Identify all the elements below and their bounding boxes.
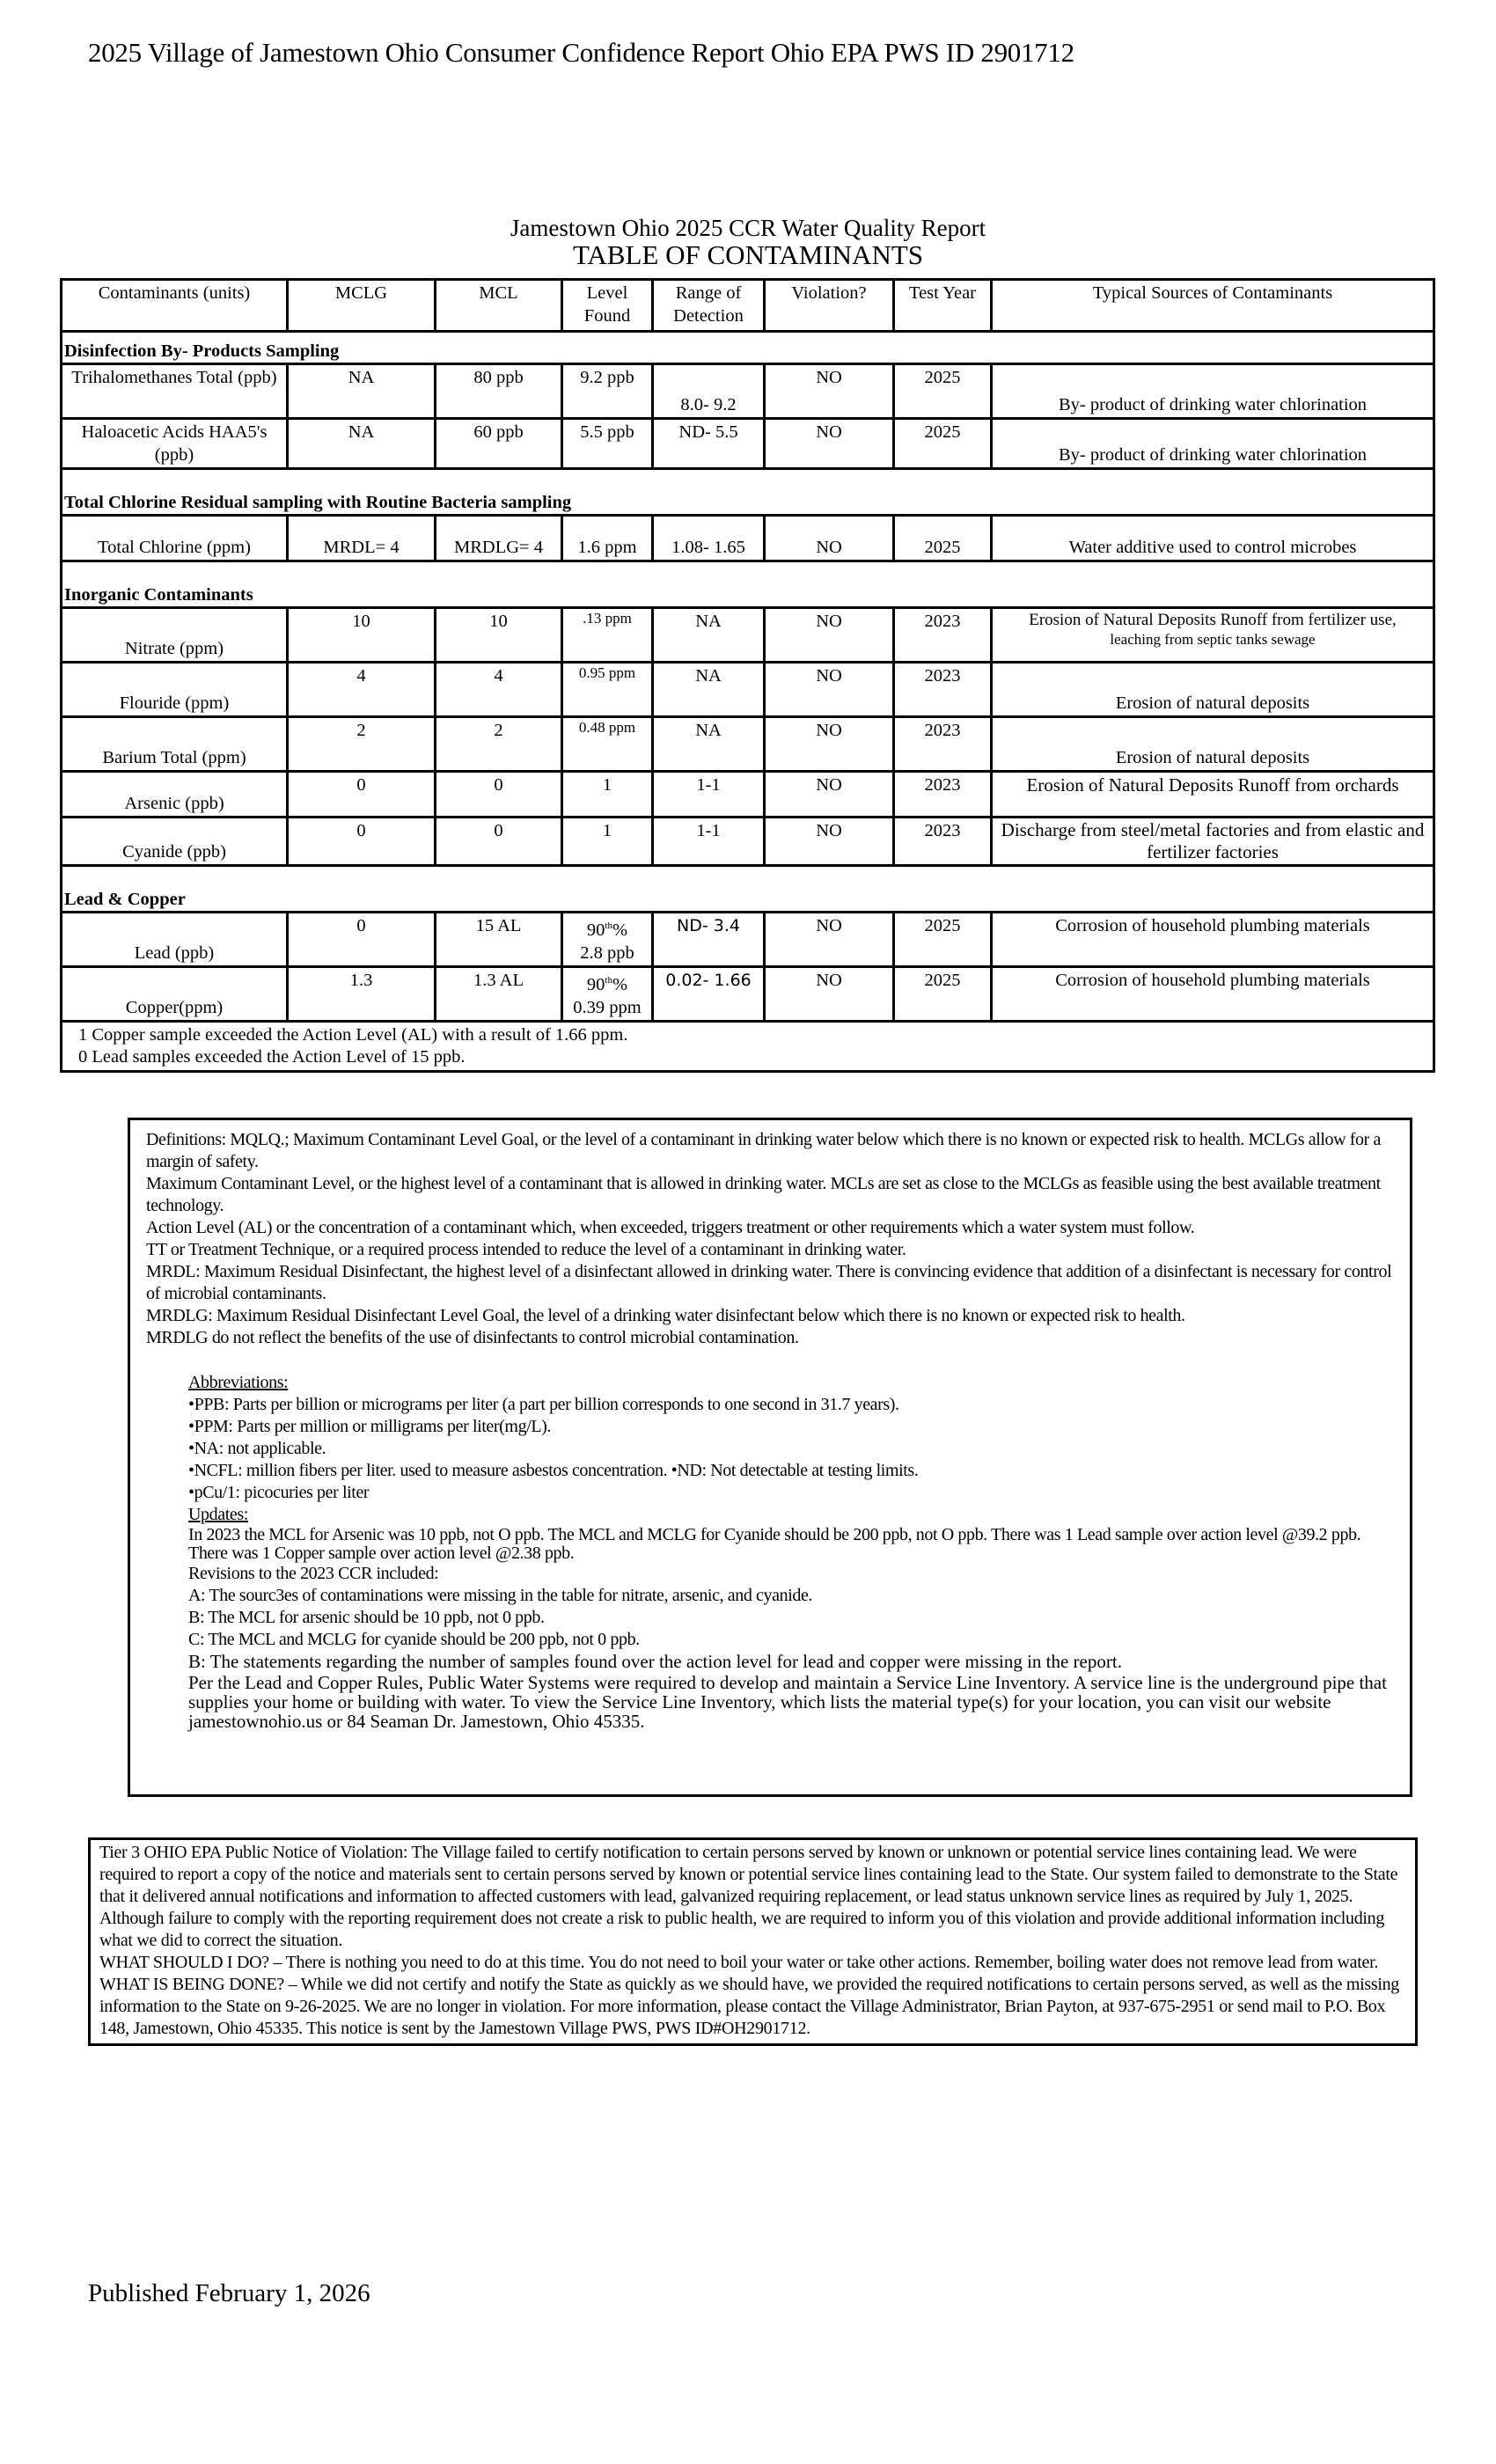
cell-range: 1-1 (653, 818, 765, 866)
cell-level: 1.6 ppm (562, 516, 653, 561)
cell-level (562, 966, 653, 1021)
cell-violation: NO (765, 717, 894, 772)
definition-mrdlg: MRDLG: Maximum Residual Disinfectant Level Goal, the level of a drinking water disinfectant below which there is no known or expected risk to health. (146, 1306, 1185, 1325)
cell-source: Erosion of Natural Deposits Runoff from orchards (992, 772, 1434, 818)
cell-source: Erosion of natural deposits (992, 717, 1434, 772)
source-line-2: leaching from septic tanks sewage (1110, 631, 1316, 648)
cell-violation: NO (765, 913, 894, 967)
cell-range: NA (653, 717, 765, 772)
report-title: Jamestown Ohio 2025 CCR Water Quality Report (510, 215, 986, 241)
cell-violation: NO (765, 663, 894, 717)
cell-level: 9.2 ppb (562, 364, 653, 419)
abbreviations-heading: Abbreviations: (188, 1373, 289, 1392)
section-row (62, 469, 1434, 516)
section-row (62, 561, 1434, 608)
cell-year: 2023 (894, 772, 992, 818)
cell-year: 2023 (894, 663, 992, 717)
cell-mclg: 2 (288, 717, 436, 772)
cell-mcl: MRDLG= 4 (436, 516, 562, 561)
cell-violation: NO (765, 364, 894, 419)
cell-name: Barium Total (ppm) (62, 717, 288, 772)
table-row (62, 772, 1434, 818)
notice-paragraph-violation: Tier 3 OHIO EPA Public Notice of Violation: The Village failed to certify notification to certain persons served by known or unknown or potential service lines containing lead. We were required to report a copy of the notice and materials sent to certain persons served by known or potential service lines containing lead to the State. Our system failed to demonstrate to the State that it delivered annual notifications and information to affected customers with lead, galvanized requiring replacement, or lead status unknown service lines as required by July 1, 2025. Although failure to comply with the reporting requirement does not create a risk to public health, we are required to inform you of this violation and provide additional information including what we did to correct the situation. (99, 1843, 1398, 1950)
published-date: Published February 1, 2026 (88, 2279, 370, 2307)
table-row (62, 663, 1434, 717)
revisions-intro: Revisions to the 2023 CCR included: (188, 1564, 439, 1583)
notice-paragraph-what-should-i-do: WHAT SHOULD I DO? – There is nothing you need to do at this time. You do not need to boil your water or take other actions. Remember, boiling water does not remove lead from water. (99, 1953, 1379, 1972)
cell-name: Flouride (ppm) (62, 663, 288, 717)
header-range: Range of Detection (653, 280, 765, 332)
report-title-block (0, 215, 1496, 269)
cell-mcl: 60 ppb (436, 419, 562, 469)
update-2023: In 2023 the MCL for Arsenic was 10 ppb, not O ppb. The MCL and MCLG for Cyanide should be 200 ppb, not O ppb. There was 1 Lead sample over action level @39.2 ppb. There was 1 Copper sample over action level @2.38 ppb. (188, 1525, 1361, 1563)
revision-b: B: The MCL for arsenic should be 10 ppb, not 0 ppb. (188, 1608, 545, 1627)
cell-mclg: NA (288, 364, 436, 419)
cell-year: 2025 (894, 419, 992, 469)
definition-tt: TT or Treatment Technique, or a required process intended to reduce the level of a contaminant in drinking water. (146, 1240, 906, 1259)
table-row (62, 966, 1434, 1021)
report-subtitle: TABLE OF CONTAMINANTS (572, 239, 924, 270)
percentile-label: 90th% (586, 920, 628, 940)
cell-violation: NO (765, 608, 894, 663)
section-title: Total Chlorine Residual sampling with Routine Bacteria sampling (62, 469, 1434, 516)
cell-level: 1 (562, 772, 653, 818)
header-level-found: Level Found (562, 280, 653, 332)
cell-level: 0.95 ppm (562, 663, 653, 717)
header-sources: Typical Sources of Contaminants (992, 280, 1434, 332)
violation-notice-box (88, 1837, 1418, 2046)
note-copper: 1 Copper sample exceeded the Action Level (AL) with a result of 1.66 ppm. (78, 1024, 628, 1045)
section-title: Lead & Copper (62, 866, 1434, 913)
cell-year: 2025 (894, 913, 992, 967)
level-value: 2.8 ppb (580, 942, 634, 963)
cell-source: By- product of drinking water chlorination (992, 419, 1434, 469)
revision-c: C: The MCL and MCLG for cyanide should be 200 ppb, not 0 ppb. (188, 1630, 640, 1649)
table-row (62, 913, 1434, 967)
header-mclg: MCLG (288, 280, 436, 332)
source-line-1: Erosion of Natural Deposits Runoff from fertilizer use, (1029, 611, 1397, 629)
cell-year: 2025 (894, 364, 992, 419)
cell-mclg: 0 (288, 913, 436, 967)
table-row (62, 516, 1434, 561)
notice-paragraph-what-is-being-done: WHAT IS BEING DONE? – While we did not certify and notify the State as quickly as we should have, we provided the required notifications to certain persons served, as well as the missing information to the State on 9-26-2025. We are no longer in violation. For more information, please contact the Village Administrator, Brian Payton, at 937-675-2951 or send mail to P.O. Box 148, Jamestown, Ohio 45335. This notice is sent by the Jamestown Village PWS, PWS ID#OH2901712. (99, 1975, 1399, 2038)
cell-range: ND- 5.5 (653, 419, 765, 469)
cell-level: 1 (562, 818, 653, 866)
cell-mcl: 15 AL (436, 913, 562, 967)
cell-name: Nitrate (ppm) (62, 608, 288, 663)
cell-source: Discharge from steel/metal factories and from elastic and fertilizer factories (992, 818, 1434, 866)
cell-mclg: 1.3 (288, 966, 436, 1021)
revision-a: A: The sourc3es of contaminations were missing in the table for nitrate, arsenic, and cyanide. (188, 1586, 813, 1605)
abbreviations-block (188, 1372, 1394, 1731)
definition-mcl: Maximum Contaminant Level, or the highest level of a contaminant that is allowed in drinking water. MCLs are set as close to the MCLGs as feasible using the best available treatment technology. (146, 1174, 1381, 1215)
cell-mcl: 0 (436, 818, 562, 866)
table-row (62, 419, 1434, 469)
cell-range: NA (653, 663, 765, 717)
cell-violation: NO (765, 419, 894, 469)
cell-name: Arsenic (ppb) (62, 772, 288, 818)
cell-source: By- product of drinking water chlorination (992, 364, 1434, 419)
cell-mcl: 2 (436, 717, 562, 772)
section-title: Inorganic Contaminants (62, 561, 1434, 608)
cell-mcl: 0 (436, 772, 562, 818)
cell-violation: NO (765, 966, 894, 1021)
cell-mclg: 0 (288, 772, 436, 818)
cell-level (562, 913, 653, 967)
note-lead: 0 Lead samples exceeded the Action Level of 15 ppb. (78, 1046, 466, 1067)
cell-mcl: 4 (436, 663, 562, 717)
revision-b-statements: B: The statements regarding the number of samples found over the action level for lead and copper were missing in the report. (188, 1651, 1122, 1672)
cell-mclg: 10 (288, 608, 436, 663)
level-value: 0.39 ppm (573, 997, 642, 1017)
abbreviation-pcu: •pCu/1: picocuries per liter (188, 1483, 370, 1502)
table-row (62, 364, 1434, 419)
cell-name: Cyanide (ppb) (62, 818, 288, 866)
cell-year: 2023 (894, 818, 992, 866)
cell-mclg: NA (288, 419, 436, 469)
cell-source (992, 608, 1434, 663)
cell-year: 2025 (894, 516, 992, 561)
header-contaminants: Contaminants (units) (62, 280, 288, 332)
document-title: 2025 Village of Jamestown Ohio Consumer Confidence Report Ohio EPA PWS ID 2901712 (88, 37, 1074, 68)
cell-violation: NO (765, 818, 894, 866)
cell-range: 1-1 (653, 772, 765, 818)
cell-year: 2023 (894, 608, 992, 663)
table-notes-row (62, 1021, 1434, 1071)
cell-level: .13 ppm (562, 608, 653, 663)
cell-mclg: 0 (288, 818, 436, 866)
section-row (62, 866, 1434, 913)
percentile-label: 90th% (586, 974, 628, 994)
cell-violation: NO (765, 772, 894, 818)
cell-name: Total Chlorine (ppm) (62, 516, 288, 561)
cell-mclg: MRDL= 4 (288, 516, 436, 561)
cell-mcl: 80 ppb (436, 364, 562, 419)
abbreviation-ncfl: •NCFL: million fibers per liter. used to measure asbestos concentration. •ND: Not detectable at testing limits. (188, 1461, 919, 1480)
table-row (62, 717, 1434, 772)
cell-level: 5.5 ppb (562, 419, 653, 469)
cell-name: Trihalomethanes Total (ppb) (62, 364, 288, 419)
service-line-inventory: Per the Lead and Copper Rules, Public Water Systems were required to develop and maintain a Service Line Inventory. A service line is the underground pipe that supplies your home or building with water. To view the Service Line Inventory, which lists the material type(s) for your location, you can visit our website jamestownohio.us or 84 Seaman Dr. Jamestown, Ohio 45335. (188, 1672, 1387, 1732)
cell-mclg: 4 (288, 663, 436, 717)
definition-mrdl: MRDL: Maximum Residual Disinfectant, the highest level of a disinfectant allowed in drinking water. There is convincing evidence that addition of a disinfectant is necessary for control of microbial contaminants. (146, 1262, 1392, 1303)
cell-range: NA (653, 608, 765, 663)
cell-name: Haloacetic Acids HAA5's (ppb) (62, 419, 288, 469)
cell-source: Water additive used to control microbes (992, 516, 1434, 561)
table-row (62, 608, 1434, 663)
definition-al: Action Level (AL) or the concentration of a contaminant which, when exceeded, triggers treatment or other requirements which a water system must follow. (146, 1218, 1195, 1237)
cell-range: 0.02- 1.66 (653, 966, 765, 1021)
section-title: Disinfection By- Products Sampling (62, 332, 1434, 364)
cell-source: Corrosion of household plumbing materials (992, 966, 1434, 1021)
cell-range: ND- 3.4 (653, 913, 765, 967)
cell-source: Erosion of natural deposits (992, 663, 1434, 717)
cell-year: 2023 (894, 717, 992, 772)
cell-violation: NO (765, 516, 894, 561)
abbreviation-ppm: •PPM: Parts per million or milligrams per liter(mg/L). (188, 1417, 552, 1436)
table-row (62, 818, 1434, 866)
updates-heading: Updates: (188, 1505, 248, 1524)
definitions-box (128, 1118, 1412, 1797)
cell-mcl: 10 (436, 608, 562, 663)
cell-name: Lead (ppb) (62, 913, 288, 967)
contaminants-table (60, 278, 1435, 1073)
header-test-year: Test Year (894, 280, 992, 332)
cell-source: Corrosion of household plumbing materials (992, 913, 1434, 967)
header-mcl: MCL (436, 280, 562, 332)
cell-mcl: 1.3 AL (436, 966, 562, 1021)
cell-range: 1.08- 1.65 (653, 516, 765, 561)
section-row (62, 332, 1434, 364)
cell-year: 2025 (894, 966, 992, 1021)
cell-level: 0.48 ppm (562, 717, 653, 772)
cell-name: Copper(ppm) (62, 966, 288, 1021)
abbreviation-ppb: •PPB: Parts per billion or micrograms per liter (a part per billion corresponds to one second in 31.7 years). (188, 1395, 899, 1414)
abbreviation-na: •NA: not applicable. (188, 1439, 326, 1458)
definition-mrdlg-note: MRDLG do not reflect the benefits of the use of disinfectants to control microbial contamination. (146, 1328, 799, 1347)
cell-range: 8.0- 9.2 (653, 364, 765, 419)
definition-mclg: Definitions: MQLQ.; Maximum Contaminant Level Goal, or the level of a contaminant in drinking water below which there is no known or expected risk to health. MCLGs allow for a margin of safety. (146, 1130, 1381, 1171)
header-violation: Violation? (765, 280, 894, 332)
table-header-row (62, 280, 1434, 332)
